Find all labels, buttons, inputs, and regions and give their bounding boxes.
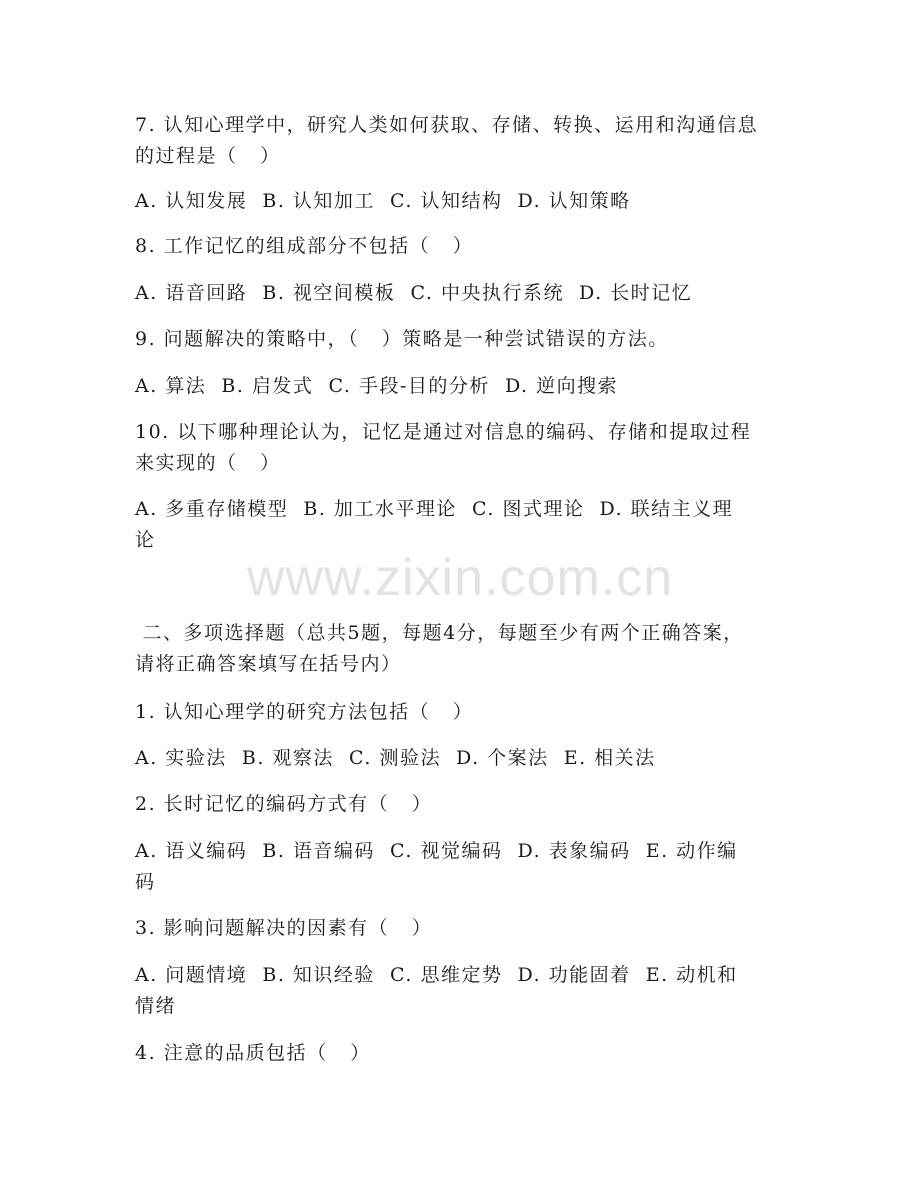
multi-question-4-stem: 4. 注意的品质包括（ ） (135, 1042, 371, 1064)
multi-question-1-stem: 1. 认知心理学的研究方法包括（ ） (135, 701, 474, 723)
multi-question-2-options-line-2: 码 (135, 871, 156, 893)
watermark: www.zixin.com.cn (246, 549, 674, 607)
multi-question-2-stem: 2. 长时记忆的编码方式有（ ） (135, 793, 433, 815)
question-9-stem: 9. 问题解决的策略中，（ ）策略是一种尝试错误的方法。 (135, 328, 669, 350)
question-7-options: A. 认知发展 B. 认知加工 C. 认知结构 D. 认知策略 (135, 190, 631, 212)
question-8-options: A. 语音回路 B. 视空间模板 C. 中央执行系统 D. 长时记忆 (135, 282, 693, 304)
section-2-heading-line-1: 二、多项选择题（总共5题，每题4分，每题至少有两个正确答案， (135, 622, 744, 644)
question-10-options-line-2: 论 (135, 529, 156, 551)
question-9-options: A. 算法 B. 启发式 C. 手段-目的分析 D. 逆向搜索 (135, 375, 619, 397)
question-8-stem: 8. 工作记忆的组成部分不包括（ ） (135, 235, 474, 257)
question-10-stem-line-1: 10. 以下哪种理论认为，记忆是通过对信息的编码、存储和提取过程 (135, 421, 752, 443)
question-10-stem-line-2: 来实现的（ ） (135, 452, 281, 474)
question-7-stem-line-1: 7. 认知心理学中，研究人类如何获取、存储、转换、运用和沟通信息 (135, 114, 759, 136)
question-7-stem-line-2: 的过程是（ ） (135, 145, 281, 167)
multi-question-3-options-line-2: 情绪 (135, 995, 177, 1017)
multi-question-3-options-line-1: A. 问题情境 B. 知识经验 C. 思维定势 D. 功能固着 E. 动机和 (135, 964, 738, 986)
multi-question-1-options: A. 实验法 B. 观察法 C. 测验法 D. 个案法 E. 相关法 (135, 747, 656, 769)
multi-question-3-stem: 3. 影响问题解决的因素有（ ） (135, 917, 433, 939)
question-10-options-line-1: A. 多重存储模型 B. 加工水平理论 C. 图式理论 D. 联结主义理 (135, 498, 734, 520)
section-2-heading-line-2: 请将正确答案填写在括号内） (135, 653, 402, 675)
multi-question-2-options-line-1: A. 语义编码 B. 语音编码 C. 视觉编码 D. 表象编码 E. 动作编 (135, 840, 738, 862)
